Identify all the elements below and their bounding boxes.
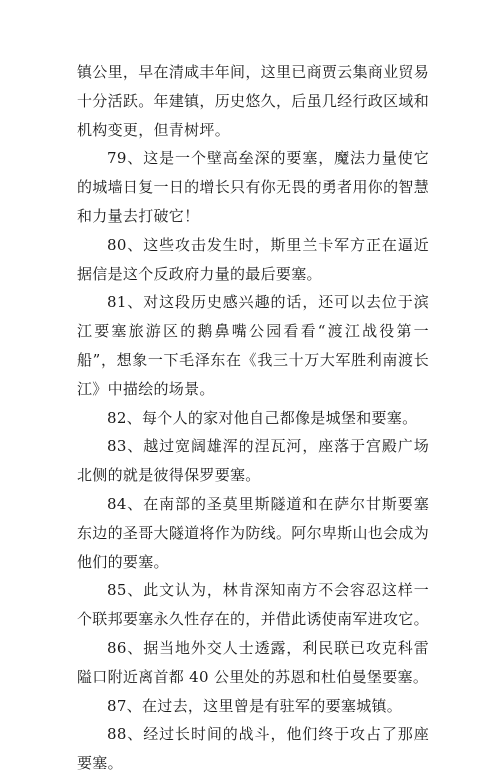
paragraph-86: 86、据当地外交人士透露，利民联已攻克科雷隘口附近离首都 40 公里处的苏恩和杜伯曼堡要塞。 <box>77 638 429 686</box>
paragraph-84: 84、在南部的圣莫里斯隧道和在萨尔甘斯要塞东边的圣哥大隧道将作为防线。阿尔卑斯山也会成为他们的要塞。 <box>77 494 429 571</box>
paragraph-85: 85、此文认为，林肯深知南方不会容忍这样一个联邦要塞永久性存在的，并借此诱使南军进攻它。 <box>77 581 429 629</box>
paragraph-82: 82、每个人的家对他自己都像是城堡和要塞。 <box>107 408 418 427</box>
paragraph-79: 79、这是一个壁高垒深的要塞，魔法力量使它的城墙日复一日的增长只有你无畏的勇者用你的智慧和力量去打破它！ <box>77 149 429 225</box>
paragraph-88: 88、经过长时间的战斗，他们终于攻占了那座要塞。 <box>77 725 429 773</box>
paragraph-continuation: 镇公里，早在清咸丰年间，这里已商贾云集商业贸易十分活跃。年建镇，历史悠久，后虽几经行政区域和机构变更，但青树坪。 <box>77 63 429 139</box>
paragraph-87: 87、在过去，这里曾是有驻军的要塞城镇。 <box>107 696 403 715</box>
paragraph-80: 80、这些攻击发生时，斯里兰卡军方正在逼近据信是这个反政府力量的最后要塞。 <box>77 235 429 283</box>
paragraph-83: 83、越过宽阔雄浑的涅瓦河，座落于宫殿广场北侧的就是彼得保罗要塞。 <box>77 437 429 485</box>
paragraph-81: 81、对这段历史感兴趣的话，还可以去位于滨江要塞旅游区的鹅鼻嘴公园看看“渡江战役第一船”，想象一下毛泽东在《我三十万大军胜利南渡长江》中描绘的场景。 <box>77 293 429 398</box>
document-body <box>77 58 429 778</box>
